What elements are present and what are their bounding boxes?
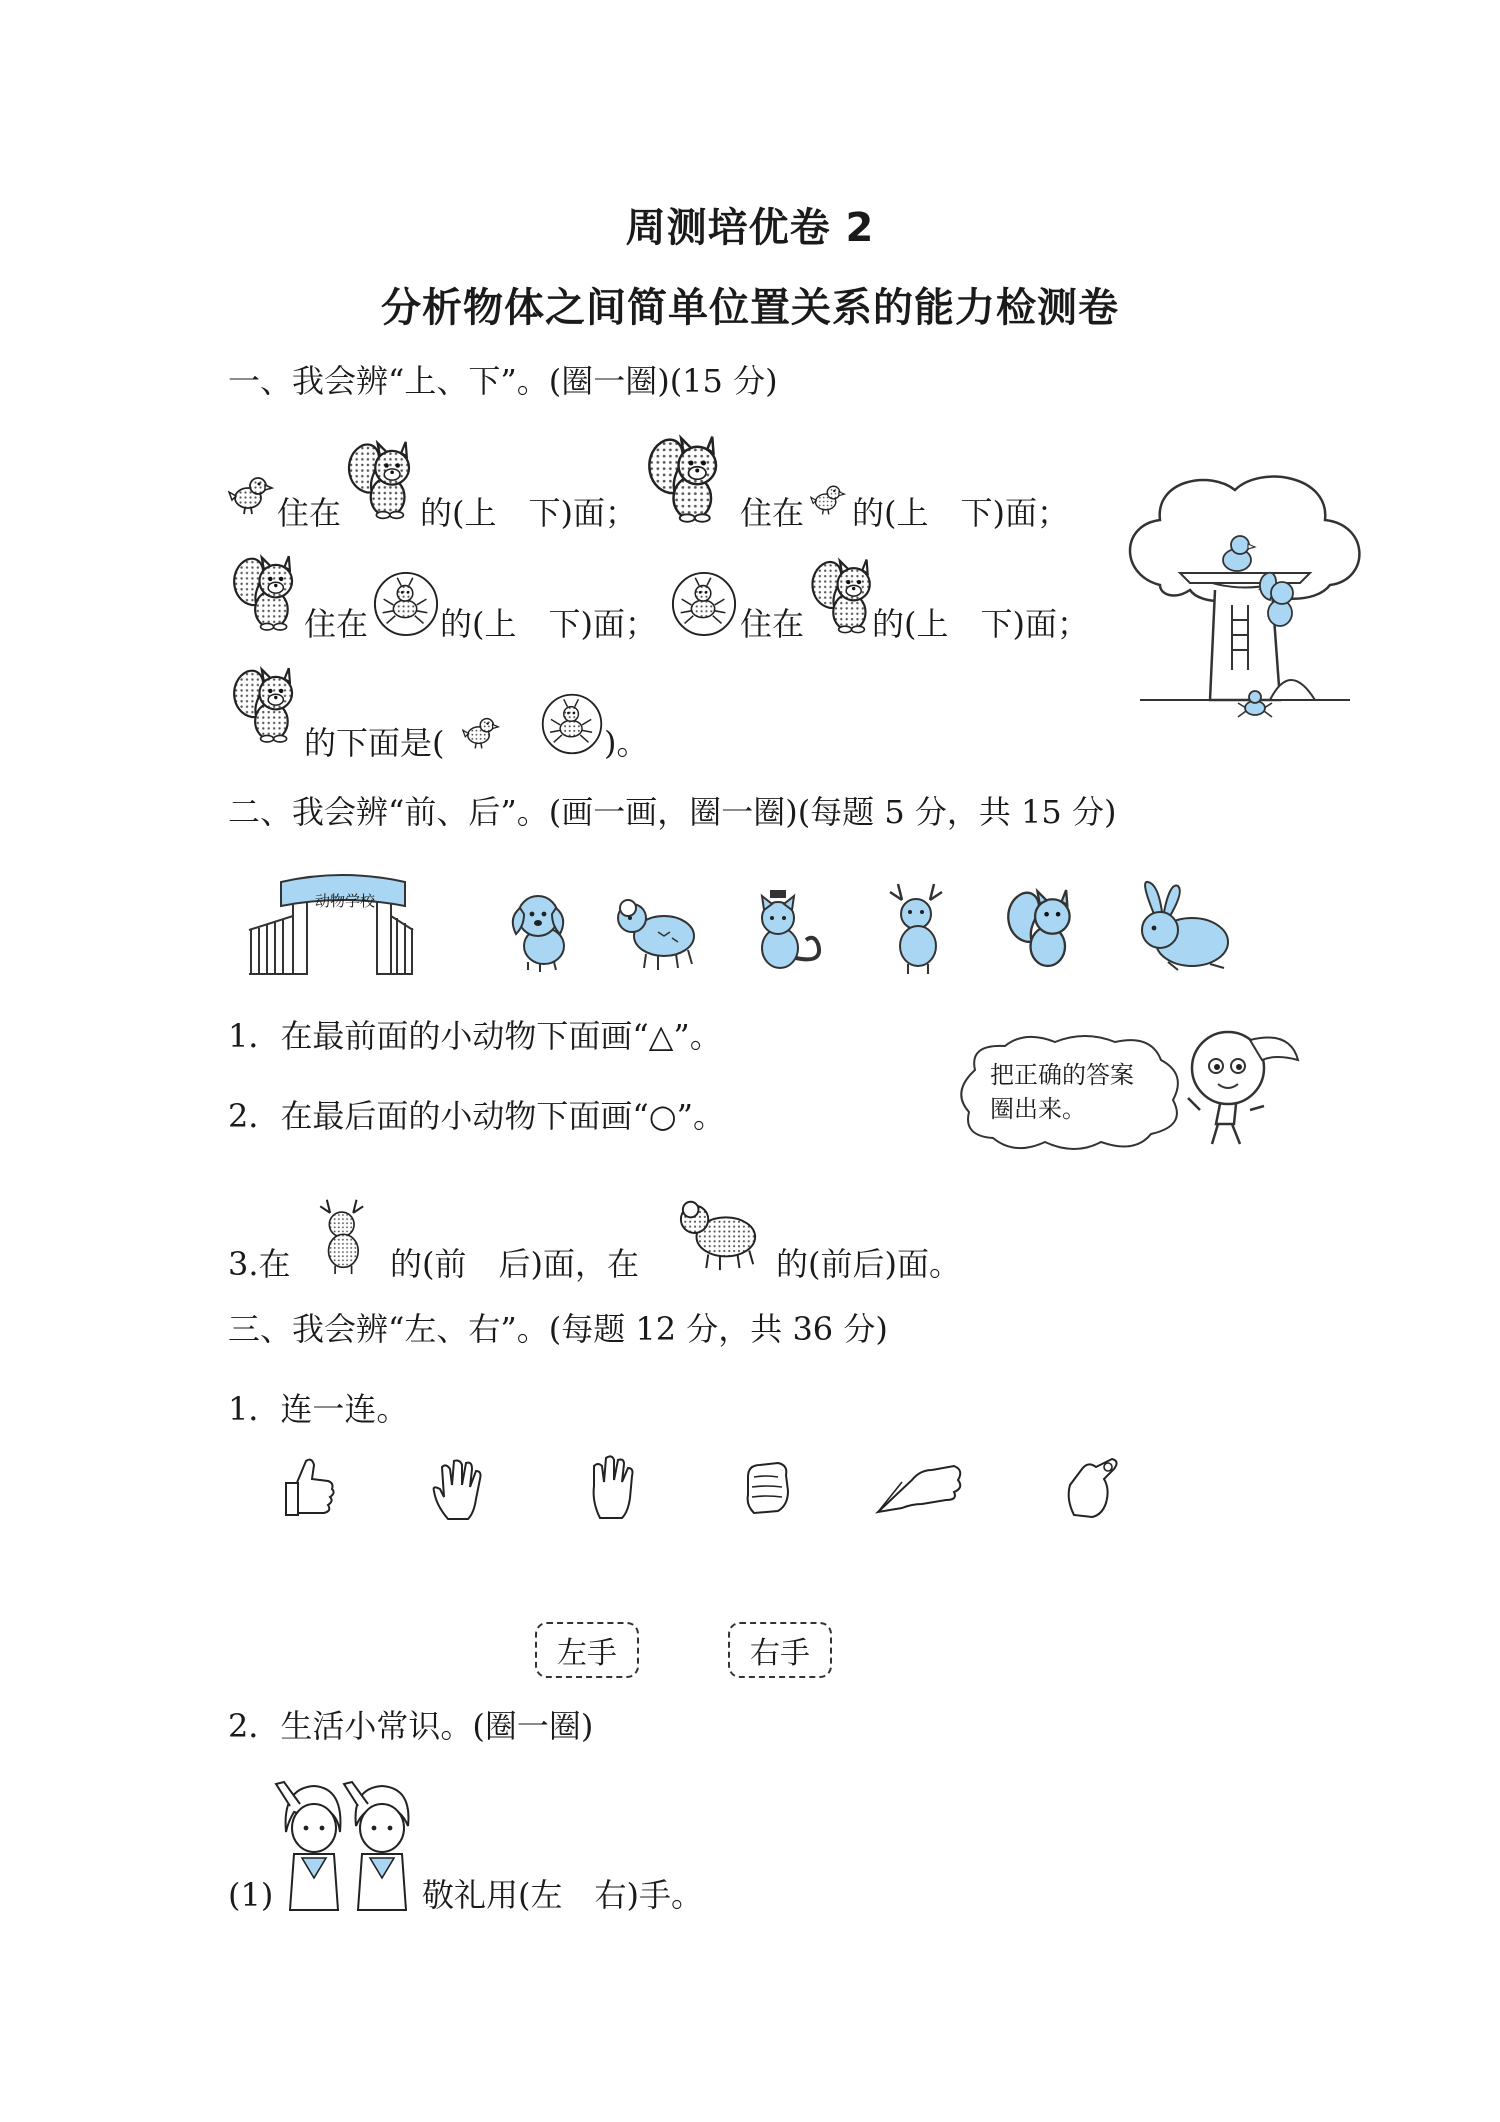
q5-text: 的下面是( [304, 724, 445, 762]
page-title: 周测培优卷 2 [625, 205, 875, 251]
q2-answer-text: 的(上 下)面； [852, 494, 1069, 532]
right-hand-label[interactable]: 右手 [728, 1622, 832, 1678]
section2-q3-mid: 的(前 后)面，在 [390, 1245, 639, 1283]
raised-palm-icon[interactable] [588, 1452, 638, 1524]
mascot-illustration [1180, 1020, 1305, 1155]
bubble-line-2: 圈出来。 [990, 1095, 1086, 1123]
gate-sign: 动物学校 [314, 892, 375, 910]
dog-icon [500, 888, 582, 974]
q2-mid-text: 住在 [740, 494, 805, 532]
sheep-icon [672, 1190, 764, 1274]
section2-q2: 2．在最后面的小动物下面画“○”。 [228, 1097, 726, 1135]
section1-heading: 一、我会辨“上、下”。(圈一圈)(15 分) [228, 362, 778, 400]
bird-icon [462, 712, 500, 750]
section3-q1: 1．连一连。 [228, 1390, 409, 1428]
q4-mid-text: 住在 [740, 605, 805, 643]
bubble-line-1: 把正确的答案 [990, 1061, 1134, 1089]
spider-icon [540, 692, 604, 756]
deer-icon [880, 880, 960, 976]
squirrel-icon [640, 428, 732, 528]
squirrel-icon [228, 548, 304, 636]
cat-icon [738, 888, 828, 976]
section2-heading: 二、我会辨“前、后”。(画一画，圈一圈)(每题 5 分，共 15 分) [228, 793, 1117, 831]
squirrel-icon [228, 660, 304, 748]
bird-icon [810, 480, 846, 516]
open-hand-icon[interactable] [428, 1455, 494, 1525]
section2-q1: 1．在最前面的小动物下面画“△”。 [228, 1017, 722, 1055]
left-hand-label[interactable]: 左手 [535, 1622, 639, 1678]
section3-q2-1-text: 敬礼用(左 右)手。 [422, 1876, 703, 1914]
page-subtitle: 分析物体之间简单位置关系的能力检测卷 [381, 285, 1119, 331]
rabbit-icon [1120, 880, 1238, 976]
spider-icon [670, 570, 738, 638]
section2-q3-tail: 的(前后)面。 [776, 1245, 961, 1283]
squirrel-icon [806, 552, 882, 638]
deer-icon [312, 1195, 378, 1277]
thumbs-up-hand-icon[interactable] [282, 1455, 338, 1521]
sheep-icon [610, 888, 702, 974]
q5-close-text: )。 [604, 724, 649, 762]
section2-q3-prefix: 3.在 [228, 1245, 291, 1283]
q3-answer-text: 的(上 下)面； [440, 605, 657, 643]
section3-q2: 2．生活小常识。(圈一圈) [228, 1707, 594, 1745]
saluting-children-illustration [272, 1778, 420, 1914]
spider-icon [372, 570, 440, 638]
q1-answer-text: 的(上 下)面； [420, 494, 637, 532]
ok-sign-hand-icon[interactable] [1062, 1455, 1122, 1523]
q3-mid-text: 住在 [304, 605, 369, 643]
pointing-hand-icon[interactable] [872, 1452, 968, 1518]
tree-house-illustration [1120, 465, 1370, 725]
fist-hand-icon[interactable] [738, 1455, 798, 1521]
q1-mid-text: 住在 [277, 494, 342, 532]
section3-q2-1-prefix: (1) [228, 1876, 274, 1914]
school-gate-illustration [245, 870, 415, 980]
squirrel-icon [1000, 882, 1084, 974]
bird-icon [228, 470, 274, 516]
section3-heading: 三、我会辨“左、右”。(每题 12 分，共 36 分) [228, 1310, 888, 1348]
squirrel-icon [342, 434, 422, 524]
q4-answer-text: 的(上 下)面； [872, 605, 1089, 643]
